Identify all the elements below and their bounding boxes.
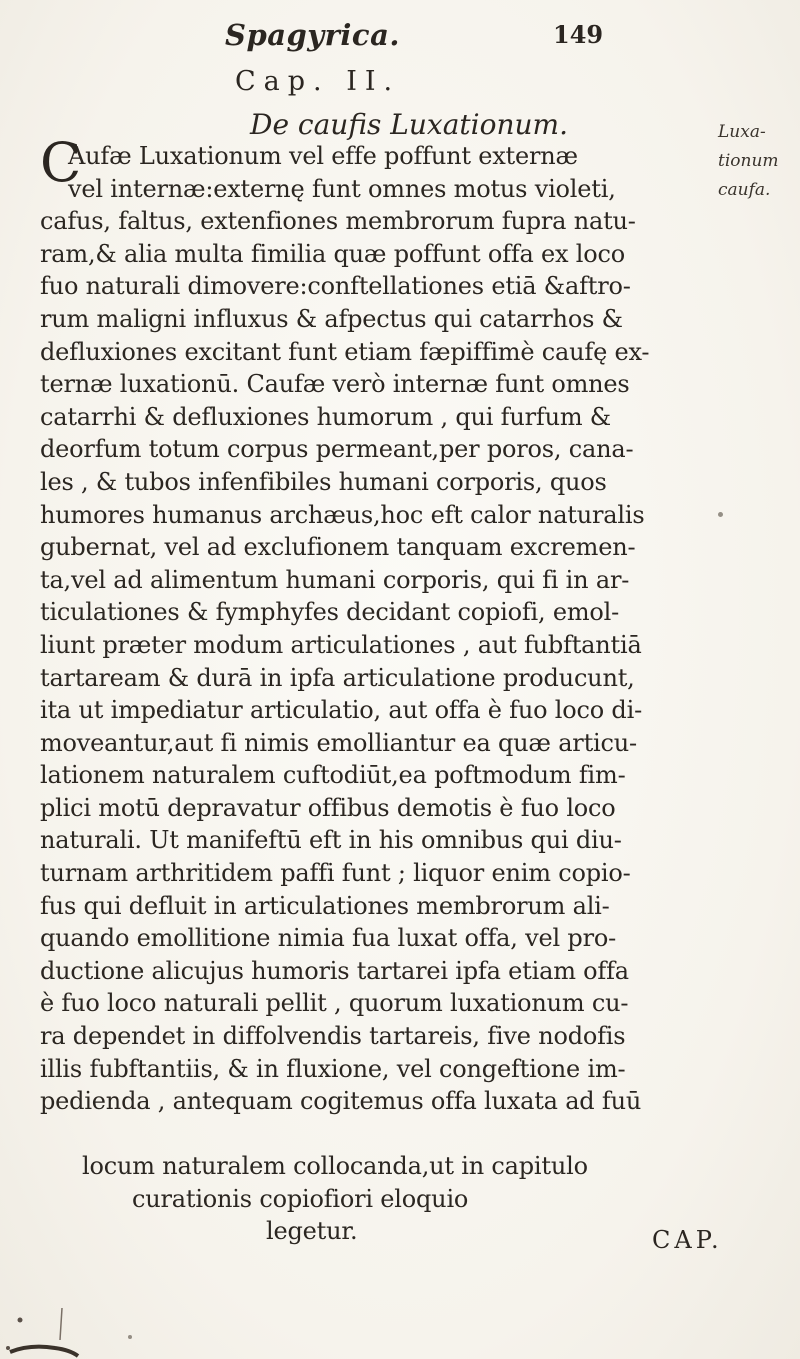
text-line: moveantur,aut fi nimis emolliantur ea quæ articu- (40, 728, 637, 757)
running-title: Spagyrica. (225, 18, 400, 52)
body-text-ending (40, 1150, 712, 1248)
text-line: defluxiones excitant funt etiam fæpiffimè caufę ex- (40, 337, 650, 366)
text-line: tartaream & durā in ipfa articulatione producunt, (40, 663, 635, 692)
text-line: gubernat, vel ad exclufionem tanquam excremen- (40, 533, 636, 562)
text-line: ticulationes & fymphyfes decidant copiofi, emol- (40, 598, 620, 627)
text-line: ternæ luxationū. Caufæ verò internæ funt omnes (40, 370, 630, 399)
margin-note (718, 118, 798, 205)
text-line: les , & tubos infenfibiles humani corporis, quos (40, 467, 607, 496)
text-line: humores humanus archæus,hoc eft calor naturalis (40, 500, 645, 529)
text-line: è fuo loco naturali pellit , quorum luxationum cu- (40, 989, 629, 1018)
text-line: ta,vel ad alimentum humani corporis, qui fi in ar- (40, 565, 630, 594)
body-text (40, 140, 712, 1118)
ink-dot (718, 512, 723, 517)
margin-note-line: Luxa- (718, 122, 766, 142)
chapter-heading: Cap. II. (235, 66, 401, 97)
drop-cap: C (40, 131, 82, 194)
ink-dot (128, 1335, 132, 1339)
margin-note-line: tionum (718, 151, 779, 171)
catchword: CAP. (652, 1226, 723, 1254)
margin-note-line: caufa. (718, 180, 771, 200)
text-line: ra dependet in diffolvendis tartareis, five nodofis (40, 1022, 626, 1051)
ink-stain (0, 1300, 120, 1359)
text-line: quando emollitione nimia fua luxat offa, vel pro- (40, 924, 616, 953)
text-line: ductione alicujus humoris tartarei ipfa etiam offa (40, 956, 629, 985)
text-line: legetur. (266, 1217, 358, 1246)
text-line: fus qui defluit in articulationes membrorum ali- (40, 891, 610, 920)
text-line: pedienda , antequam cogitemus offa luxata ad fuū (40, 1087, 642, 1116)
text-line: plici motū depravatur offibus demotis è fuo loco (40, 793, 616, 822)
running-head (225, 18, 645, 58)
text-line: illis fubftantiis, & in fluxione, vel congeftione im- (40, 1054, 626, 1083)
section-title: De caufis Luxationum. (250, 108, 568, 141)
text-line: deorfum totum corpus permeant,per poros, cana- (40, 435, 634, 464)
text-line: liunt præter modum articulationes , aut fubftantiā (40, 630, 642, 659)
text-line: vel internæ:externę funt omnes motus violeti, (68, 174, 616, 203)
text-line: ita ut impediatur articulatio, aut offa è fuo loco di- (40, 696, 642, 725)
text-line: catarrhi & defluxiones humorum , qui furfum & (40, 402, 611, 431)
text-line: lationem naturalem cuftodiūt,ea poftmodum fim- (40, 761, 626, 790)
text-line: locum naturalem collocanda,ut in capitulo (82, 1152, 588, 1180)
page-number: 149 (553, 20, 604, 49)
text-line: Aufæ Luxationum vel effe poffunt externæ (68, 142, 578, 170)
text-line: turnam arthritidem paffi funt ; liquor enim copio- (40, 859, 631, 888)
text-line: ram,& alia multa fimilia quæ poffunt offa ex loco (40, 239, 626, 268)
text-line: rum maligni influxus & afpectus qui catarrhos & (40, 304, 623, 333)
text-line: fuo naturali dimovere:conftellationes etiā &aftro- (40, 272, 631, 301)
text-line: curationis copiofiori eloquio (132, 1184, 469, 1213)
text-line: cafus, faltus, extenfiones membrorum fupra natu- (40, 207, 636, 236)
text-line: naturali. Ut manifeftū eft in his omnibus qui diu- (40, 826, 622, 855)
